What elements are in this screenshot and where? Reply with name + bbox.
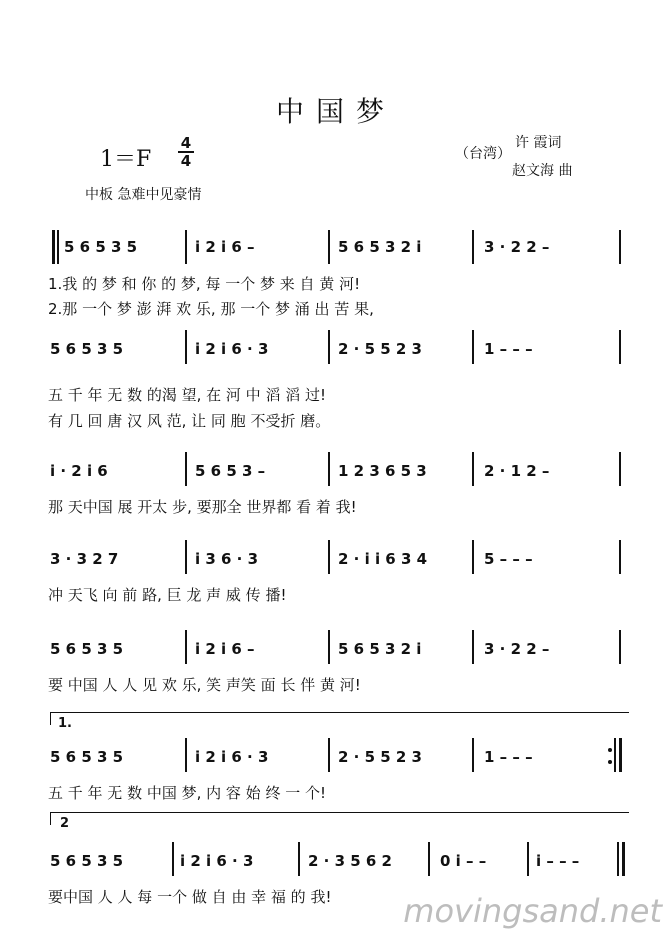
first-ending-number: 1. bbox=[58, 716, 72, 731]
barline bbox=[619, 330, 621, 364]
measure: 5 6 5 3 2 i bbox=[338, 640, 422, 658]
barline bbox=[614, 738, 616, 772]
barline bbox=[472, 630, 474, 664]
lyric-line: 那 天中国 展 开太 步, 要那全 世界都 看 着 我! bbox=[48, 498, 357, 516]
key-signature: 1＝F bbox=[100, 147, 152, 172]
barline bbox=[185, 330, 187, 364]
measure: 5 6 5 3 5 bbox=[50, 640, 124, 658]
barline bbox=[328, 540, 330, 574]
barline bbox=[185, 738, 187, 772]
barline bbox=[619, 230, 621, 264]
measure: 2 · 5 5 2 3 bbox=[338, 748, 422, 766]
measure: 1 – – – bbox=[484, 340, 533, 358]
barline bbox=[527, 842, 529, 876]
measure: 1 2 3 6 5 3 bbox=[338, 462, 427, 480]
measure: i · 2 i 6 bbox=[50, 462, 108, 480]
lyric-line: 要 中国 人 人 见 欢 乐, 笑 声笑 面 长 伴 黄 河! bbox=[48, 676, 361, 694]
measure: 3 · 2 2 – bbox=[484, 238, 550, 256]
tempo-marking: 中板 急难中见豪情 bbox=[85, 187, 202, 203]
lyric-line: 冲 天飞 向 前 路, 巨 龙 声 威 传 播! bbox=[48, 586, 287, 604]
measure: 2 · 3 5 6 2 bbox=[308, 852, 392, 870]
barline bbox=[619, 452, 621, 486]
barline bbox=[617, 842, 619, 876]
measure: 2 · i i 6 3 4 bbox=[338, 550, 428, 568]
barline bbox=[185, 540, 187, 574]
measure: 5 – – – bbox=[484, 550, 533, 568]
measure: 5 6 5 3 2 i bbox=[338, 238, 422, 256]
measure: 3 · 2 2 – bbox=[484, 640, 550, 658]
lyric-line: 有 几 回 唐 汉 风 范, 让 同 胞 不受折 磨。 bbox=[48, 412, 331, 430]
measure: i 2 i 6 – bbox=[195, 238, 255, 256]
barline bbox=[185, 630, 187, 664]
start-repeat-barline bbox=[52, 230, 55, 264]
meter-top: 4 bbox=[180, 134, 192, 152]
lyric-line: 1.我 的 梦 和 你 的 梦, 每 一个 梦 来 自 黄 河! bbox=[48, 275, 361, 293]
second-ending-bracket bbox=[50, 812, 629, 825]
barline bbox=[185, 452, 187, 486]
lyric-line: 五 千 年 无 数 中国 梦, 内 容 始 终 一 个! bbox=[48, 784, 326, 802]
barline bbox=[298, 842, 300, 876]
barline bbox=[328, 738, 330, 772]
watermark: movingsand.net bbox=[403, 892, 662, 930]
page-title: 中国梦 bbox=[275, 95, 396, 128]
measure: 5 6 5 3 5 bbox=[64, 238, 138, 256]
measure: i 2 i 6 · 3 bbox=[195, 340, 269, 358]
barline bbox=[472, 738, 474, 772]
barline bbox=[619, 540, 621, 574]
barline bbox=[185, 230, 187, 264]
barline bbox=[57, 230, 59, 264]
measure: i – – – bbox=[536, 852, 580, 870]
measure: 0 i – – bbox=[440, 852, 487, 870]
measure: i 2 i 6 – bbox=[195, 640, 255, 658]
barline bbox=[472, 540, 474, 574]
barline bbox=[328, 330, 330, 364]
composer-credit: 赵文海 曲 bbox=[512, 163, 573, 179]
repeat-dot bbox=[608, 748, 612, 752]
measure: 2 · 1 2 – bbox=[484, 462, 550, 480]
measure: 5 6 5 3 – bbox=[195, 462, 266, 480]
measure: i 2 i 6 · 3 bbox=[180, 852, 254, 870]
second-ending-number: 2 bbox=[60, 816, 70, 831]
repeat-dot bbox=[608, 760, 612, 764]
barline bbox=[428, 842, 430, 876]
first-ending-bracket bbox=[50, 712, 629, 725]
barline bbox=[172, 842, 174, 876]
lyric-line: 五 千 年 无 数 的渴 望, 在 河 中 滔 滔 过! bbox=[48, 386, 326, 404]
measure: 5 6 5 3 5 bbox=[50, 340, 124, 358]
measure: 5 6 5 3 5 bbox=[50, 852, 124, 870]
final-barline bbox=[622, 842, 625, 876]
measure: i 2 i 6 · 3 bbox=[195, 748, 269, 766]
measure: 3 · 3 2 7 bbox=[50, 550, 119, 568]
barline bbox=[328, 452, 330, 486]
barline bbox=[472, 330, 474, 364]
barline bbox=[328, 230, 330, 264]
region-label: （台湾） bbox=[455, 146, 511, 162]
measure: 2 · 5 5 2 3 bbox=[338, 340, 422, 358]
end-repeat-barline bbox=[619, 738, 622, 772]
lyric-line: 2.那 一个 梦 澎 湃 欢 乐, 那 一个 梦 涌 出 苦 果, bbox=[48, 300, 374, 318]
time-signature bbox=[178, 136, 194, 168]
meter-bottom: 4 bbox=[180, 152, 192, 170]
measure: 5 6 5 3 5 bbox=[50, 748, 124, 766]
barline bbox=[619, 630, 621, 664]
lyric-line: 要中国 人 人 每 一个 做 自 由 幸 福 的 我! bbox=[48, 888, 332, 906]
measure: 1 – – – bbox=[484, 748, 533, 766]
lyricist-credit: 许 霞词 bbox=[515, 135, 562, 151]
barline bbox=[472, 230, 474, 264]
barline bbox=[472, 452, 474, 486]
measure: i 3 6 · 3 bbox=[195, 550, 259, 568]
barline bbox=[328, 630, 330, 664]
